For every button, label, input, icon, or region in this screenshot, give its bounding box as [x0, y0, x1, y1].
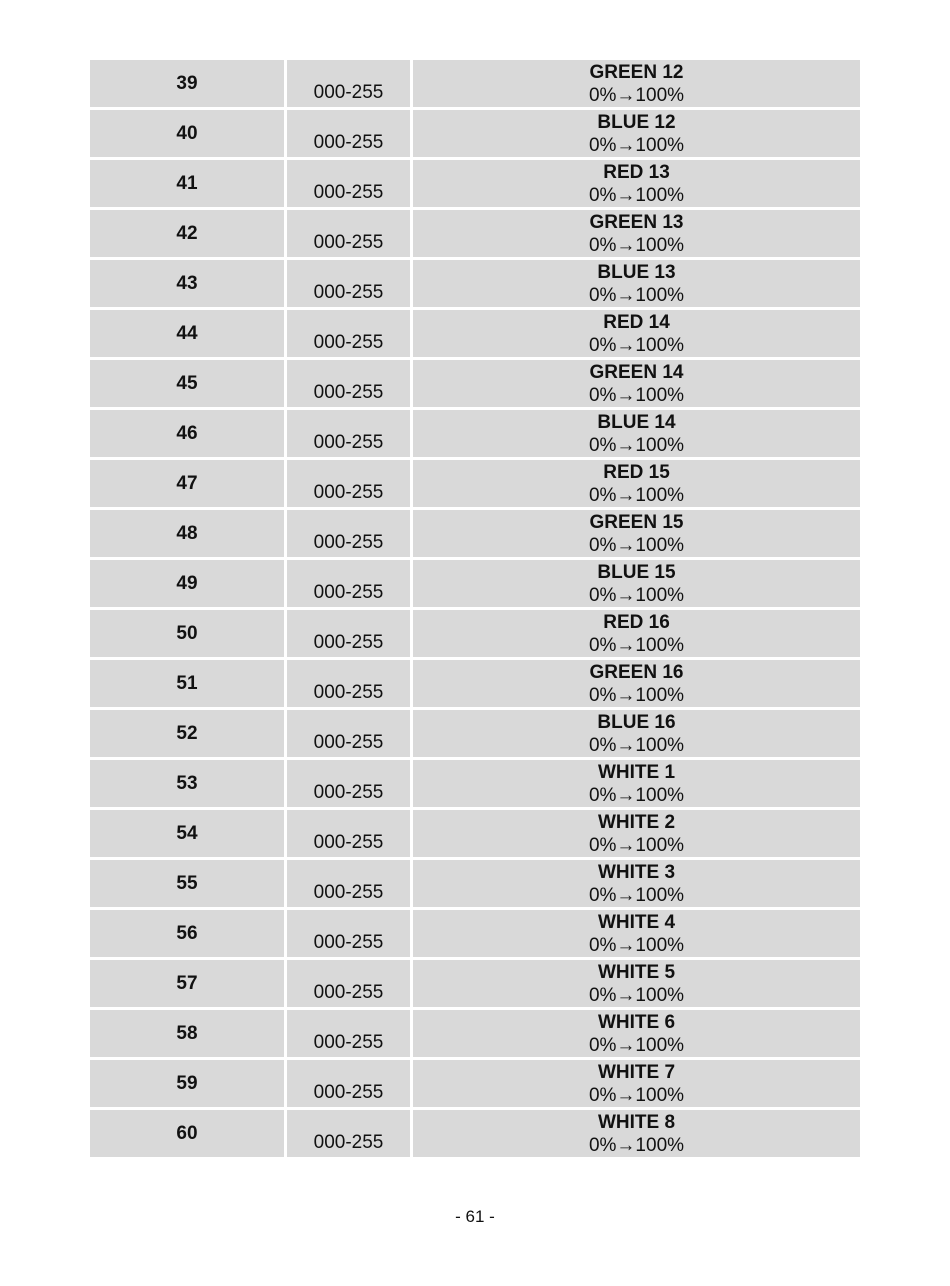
function-name: RED 13 — [603, 162, 670, 183]
function-name: RED 15 — [603, 462, 670, 483]
channel-cell — [90, 1110, 287, 1160]
dmx-value-range: 000-255 — [313, 682, 384, 703]
channel-number: 55 — [176, 873, 198, 894]
channel-cell — [90, 660, 287, 710]
channel-cell — [90, 310, 287, 360]
function-name: GREEN 14 — [589, 362, 684, 383]
function-name: BLUE 15 — [597, 562, 676, 583]
function-cell — [413, 510, 860, 560]
dmx-value-range: 000-255 — [313, 982, 384, 1003]
table-row — [90, 60, 860, 110]
function-range: 0%→100% — [588, 135, 685, 156]
table-row — [90, 510, 860, 560]
dmx-value-range: 000-255 — [313, 882, 384, 903]
value-cell — [287, 260, 413, 310]
function-name: WHITE 3 — [597, 862, 676, 883]
function-cell — [413, 60, 860, 110]
dmx-value-range: 000-255 — [313, 1082, 384, 1103]
function-range: 0%→100% — [588, 1135, 685, 1156]
channel-cell — [90, 60, 287, 110]
function-cell — [413, 610, 860, 660]
function-cell — [413, 1010, 860, 1060]
channel-cell — [90, 610, 287, 660]
channel-number: 41 — [176, 173, 198, 194]
function-cell — [413, 160, 860, 210]
value-cell — [287, 660, 413, 710]
channel-cell — [90, 1060, 287, 1110]
value-cell — [287, 1060, 413, 1110]
function-range: 0%→100% — [588, 385, 685, 406]
function-name: WHITE 5 — [597, 962, 676, 983]
table-row — [90, 860, 860, 910]
function-name: WHITE 4 — [597, 912, 676, 933]
function-range: 0%→100% — [588, 585, 685, 606]
value-cell — [287, 860, 413, 910]
channel-cell — [90, 960, 287, 1010]
function-range: 0%→100% — [588, 485, 685, 506]
function-range: 0%→100% — [588, 235, 685, 256]
value-cell — [287, 1110, 413, 1160]
channel-number: 54 — [176, 823, 198, 844]
channel-number: 60 — [176, 1123, 198, 1144]
table-row — [90, 760, 860, 810]
function-range: 0%→100% — [588, 735, 685, 756]
dmx-value-range: 000-255 — [313, 382, 384, 403]
function-name: WHITE 1 — [597, 762, 676, 783]
function-name: GREEN 13 — [589, 212, 684, 233]
value-cell — [287, 960, 413, 1010]
function-range: 0%→100% — [588, 685, 685, 706]
table-row — [90, 260, 860, 310]
dmx-value-range: 000-255 — [313, 1132, 384, 1153]
function-cell — [413, 660, 860, 710]
table-row — [90, 110, 860, 160]
table-row — [90, 1010, 860, 1060]
function-range: 0%→100% — [588, 85, 685, 106]
function-cell — [413, 360, 860, 410]
channel-cell — [90, 1010, 287, 1060]
function-cell — [413, 860, 860, 910]
page-number: - 61 - — [455, 1207, 495, 1226]
function-cell — [413, 1060, 860, 1110]
channel-number: 40 — [176, 123, 198, 144]
function-range: 0%→100% — [588, 1035, 685, 1056]
channel-cell — [90, 810, 287, 860]
function-cell — [413, 310, 860, 360]
channel-number: 58 — [176, 1023, 198, 1044]
function-cell — [413, 1110, 860, 1160]
table-row — [90, 660, 860, 710]
channel-number: 49 — [176, 573, 198, 594]
channel-number: 46 — [176, 423, 198, 444]
channel-number: 48 — [176, 523, 198, 544]
function-name: RED 14 — [603, 312, 670, 333]
value-cell — [287, 610, 413, 660]
channel-number: 43 — [176, 273, 198, 294]
function-name: GREEN 12 — [589, 62, 684, 83]
dmx-value-range: 000-255 — [313, 582, 384, 603]
function-cell — [413, 210, 860, 260]
value-cell — [287, 810, 413, 860]
channel-number: 52 — [176, 723, 198, 744]
function-cell — [413, 760, 860, 810]
function-cell — [413, 110, 860, 160]
table-row — [90, 1060, 860, 1110]
channel-number: 42 — [176, 223, 198, 244]
dmx-value-range: 000-255 — [313, 632, 384, 653]
channel-number: 45 — [176, 373, 198, 394]
channel-cell — [90, 710, 287, 760]
function-cell — [413, 410, 860, 460]
dmx-value-range: 000-255 — [313, 482, 384, 503]
channel-cell — [90, 410, 287, 460]
value-cell — [287, 110, 413, 160]
channel-cell — [90, 460, 287, 510]
function-range: 0%→100% — [588, 935, 685, 956]
table-row — [90, 160, 860, 210]
value-cell — [287, 510, 413, 560]
dmx-value-range: 000-255 — [313, 432, 384, 453]
function-name: WHITE 6 — [597, 1012, 676, 1033]
channel-number: 44 — [176, 323, 198, 344]
function-range: 0%→100% — [588, 435, 685, 456]
function-range: 0%→100% — [588, 335, 685, 356]
channel-cell — [90, 260, 287, 310]
table-row — [90, 810, 860, 860]
channel-cell — [90, 210, 287, 260]
channel-number: 47 — [176, 473, 198, 494]
value-cell — [287, 460, 413, 510]
table-row — [90, 560, 860, 610]
function-cell — [413, 460, 860, 510]
function-name: WHITE 7 — [597, 1062, 676, 1083]
value-cell — [287, 910, 413, 960]
dmx-value-range: 000-255 — [313, 532, 384, 553]
table-row — [90, 1110, 860, 1160]
channel-cell — [90, 910, 287, 960]
channel-number: 50 — [176, 623, 198, 644]
table-row — [90, 460, 860, 510]
table-row — [90, 310, 860, 360]
value-cell — [287, 310, 413, 360]
function-name: RED 16 — [603, 612, 670, 633]
value-cell — [287, 360, 413, 410]
value-cell — [287, 210, 413, 260]
dmx-value-range: 000-255 — [313, 1032, 384, 1053]
dmx-value-range: 000-255 — [313, 182, 384, 203]
function-cell — [413, 260, 860, 310]
function-range: 0%→100% — [588, 285, 685, 306]
value-cell — [287, 60, 413, 110]
dmx-value-range: 000-255 — [313, 832, 384, 853]
dmx-value-range: 000-255 — [313, 732, 384, 753]
table-row — [90, 410, 860, 460]
function-range: 0%→100% — [588, 885, 685, 906]
channel-cell — [90, 760, 287, 810]
channel-number: 39 — [176, 73, 198, 94]
value-cell — [287, 710, 413, 760]
function-cell — [413, 810, 860, 860]
function-name: BLUE 13 — [597, 262, 676, 283]
function-range: 0%→100% — [588, 635, 685, 656]
channel-number: 56 — [176, 923, 198, 944]
channel-cell — [90, 560, 287, 610]
value-cell — [287, 560, 413, 610]
function-name: BLUE 12 — [597, 112, 676, 133]
function-name: GREEN 15 — [589, 512, 684, 533]
table-row — [90, 210, 860, 260]
function-cell — [413, 710, 860, 760]
channel-number: 59 — [176, 1073, 198, 1094]
function-range: 0%→100% — [588, 835, 685, 856]
function-cell — [413, 560, 860, 610]
table-row — [90, 910, 860, 960]
function-name: WHITE 2 — [597, 812, 676, 833]
value-cell — [287, 410, 413, 460]
dmx-value-range: 000-255 — [313, 132, 384, 153]
dmx-channel-table — [90, 60, 860, 1160]
channel-cell — [90, 160, 287, 210]
channel-cell — [90, 510, 287, 560]
function-cell — [413, 910, 860, 960]
value-cell — [287, 160, 413, 210]
function-range: 0%→100% — [588, 985, 685, 1006]
function-cell — [413, 960, 860, 1010]
table-row — [90, 610, 860, 660]
function-name: BLUE 14 — [597, 412, 676, 433]
channel-number: 51 — [176, 673, 198, 694]
dmx-value-range: 000-255 — [313, 932, 384, 953]
dmx-value-range: 000-255 — [313, 82, 384, 103]
function-range: 0%→100% — [588, 535, 685, 556]
function-range: 0%→100% — [588, 785, 685, 806]
table-row — [90, 710, 860, 760]
channel-cell — [90, 860, 287, 910]
function-range: 0%→100% — [588, 1085, 685, 1106]
table-row — [90, 360, 860, 410]
function-name: GREEN 16 — [589, 662, 684, 683]
channel-cell — [90, 360, 287, 410]
channel-number: 57 — [176, 973, 198, 994]
value-cell — [287, 1010, 413, 1060]
table-row — [90, 960, 860, 1010]
function-name: BLUE 16 — [597, 712, 676, 733]
dmx-value-range: 000-255 — [313, 782, 384, 803]
dmx-value-range: 000-255 — [313, 332, 384, 353]
channel-cell — [90, 110, 287, 160]
dmx-value-range: 000-255 — [313, 232, 384, 253]
dmx-value-range: 000-255 — [313, 282, 384, 303]
function-range: 0%→100% — [588, 185, 685, 206]
value-cell — [287, 760, 413, 810]
function-name: WHITE 8 — [597, 1112, 676, 1133]
channel-number: 53 — [176, 773, 198, 794]
